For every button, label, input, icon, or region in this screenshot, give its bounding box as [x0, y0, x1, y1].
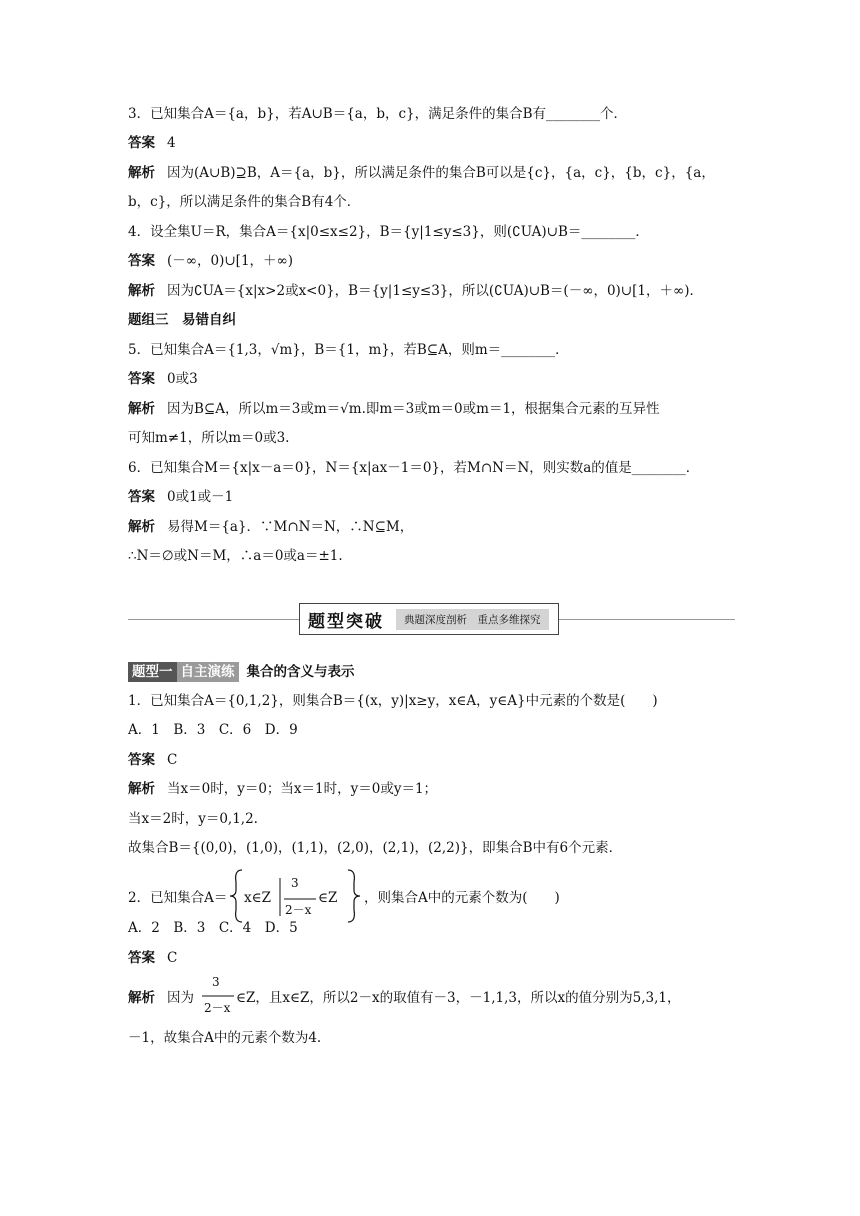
section-title: 集合的含义与表示 [246, 664, 355, 680]
explanation-3-line2: b，c}，所以满足条件的集合B有4个． [128, 194, 361, 210]
explanation-5-line2: 可知m≠1，所以m＝0或3. [128, 430, 290, 446]
banner-title: 题型突破 [308, 611, 384, 632]
explanation-text: 当x＝0时，y＝0；当x＝1时，y＝0或y＝1； [167, 781, 438, 797]
question-5: 5．已知集合A＝{1,3，√m}，B＝{1，m}，若B⊆A，则m＝________． [128, 342, 569, 358]
banner-divider-right [559, 619, 735, 620]
explanation-3-line1 [128, 163, 738, 183]
explanation-label: 解析 [128, 283, 155, 299]
answer-value: 4 [167, 135, 176, 151]
problem-2-explanation-line1: ∈Z，且x∈Z，所以2－x的取值有－3，－1,1,3，所以x的值分别为5,3,1， [236, 990, 681, 1006]
problem-2-explanation-start [128, 988, 194, 1008]
fraction-denominator: 2－x [285, 903, 312, 917]
answer-label: 答案 [128, 489, 155, 505]
answer-value: 0或3 [167, 371, 198, 387]
answer-label: 答案 [128, 135, 155, 151]
question-3: 3．已知集合A＝{a，b}，若A∪B＝{a，b，c}，满足条件的集合B有________个． [128, 106, 628, 122]
left-brace [230, 870, 242, 922]
answer-value: 0或1或－1 [167, 489, 234, 505]
explanation-label: 解析 [128, 781, 155, 797]
problem-1-answer [128, 750, 738, 770]
explanation-text: 因为(A∪B)⊇B，A＝{a，b}，所以满足条件的集合B可以是{c}，{a，c}，{b，c}，{a， [167, 165, 715, 181]
explanation-label: 解析 [128, 990, 155, 1006]
answer-3 [128, 133, 738, 153]
answer-4 [128, 251, 738, 271]
explanation-text: 因为B⊆A，所以m＝3或m＝√m.即m＝3或m＝0或m＝1，根据集合元素的互异性 [167, 401, 660, 417]
explanation-label: 解析 [128, 165, 155, 181]
explanation-fraction-numerator: 3 [212, 975, 220, 989]
explanation-6-line2: ∴N＝∅或N＝M，∴a＝0或a＝±1. [128, 548, 343, 564]
problem-1-explanation-line1 [128, 779, 738, 799]
problem-2-prefix: 2．已知集合A＝ [128, 890, 228, 906]
answer-value: C [167, 752, 178, 768]
banner-subtitle: 典题深度剖析 重点多维探究 [396, 609, 549, 630]
answer-value: (－∞，0)∪[1，＋∞) [167, 253, 294, 269]
answer-label: 答案 [128, 253, 155, 269]
group-heading: 题组三 易错自纠 [128, 312, 236, 328]
fraction-numerator: 3 [291, 876, 299, 890]
question-6: 6．已知集合M＝{x|x－a＝0}，N＝{x|ax－1＝0}，若M∩N＝N，则实数a的值是________． [128, 460, 700, 476]
problem-1-explanation-line2: 当x＝2时，y＝0,1,2. [128, 811, 258, 827]
explanation-text: 易得M＝{a}．∵M∩N＝N，∴N⊆M， [167, 519, 414, 535]
explanation-fraction-denominator: 2－x [204, 1001, 231, 1015]
problem-1-options: A．1 B．3 C．6 D．9 [128, 722, 298, 738]
answer-value: C [167, 950, 178, 966]
explanation-label: 解析 [128, 519, 155, 535]
problem-2-suffix: ，则集合A中的元素个数为( ) [364, 890, 560, 906]
set-condition: ∈Z [318, 890, 338, 906]
section-label-primary: 题型一 [128, 662, 177, 682]
explanation-text: 因为∁UA＝{x|x>2或x<0}，B＝{y|1≤y≤3}，所以(∁UA)∪B＝(－∞，0)∪[1，＋∞)． [167, 283, 703, 299]
section-label-secondary: 自主演练 [177, 662, 239, 682]
answer-label: 答案 [128, 752, 155, 768]
banner-divider-left [128, 619, 299, 620]
explanation-4 [128, 281, 738, 301]
answer-label: 答案 [128, 950, 155, 966]
section-heading [128, 662, 738, 682]
explanation-5-line1 [128, 399, 738, 419]
explanation-label: 解析 [128, 401, 155, 417]
right-brace [348, 870, 360, 922]
problem-1-explanation-line3: 故集合B＝{(0,0)，(1,0)，(1,1)，(2,0)，(2,1)，(2,2)}，即集合B中有6个元素． [128, 840, 623, 856]
explanation-text: 因为 [167, 990, 194, 1006]
problem-2-options: A．2 B．3 C．4 D．5 [128, 920, 298, 936]
answer-label: 答案 [128, 371, 155, 387]
problem-2-explanation-line2: －1，故集合A中的元素个数为4. [128, 1030, 322, 1046]
problem-2-answer [128, 948, 738, 968]
answer-6 [128, 487, 738, 507]
answer-5 [128, 369, 738, 389]
explanation-6-line1 [128, 517, 738, 537]
question-4: 4．设全集U＝R，集合A＝{x|0≤x≤2}，B＝{y|1≤y≤3}，则(∁UA)∪B＝________． [128, 224, 649, 240]
section-banner [299, 603, 559, 635]
set-element: x∈Z [244, 890, 271, 906]
problem-1: 1．已知集合A＝{0,1,2}，则集合B＝{(x，y)|x≥y，x∈A，y∈A}中元素的个数是( ) [128, 693, 658, 709]
